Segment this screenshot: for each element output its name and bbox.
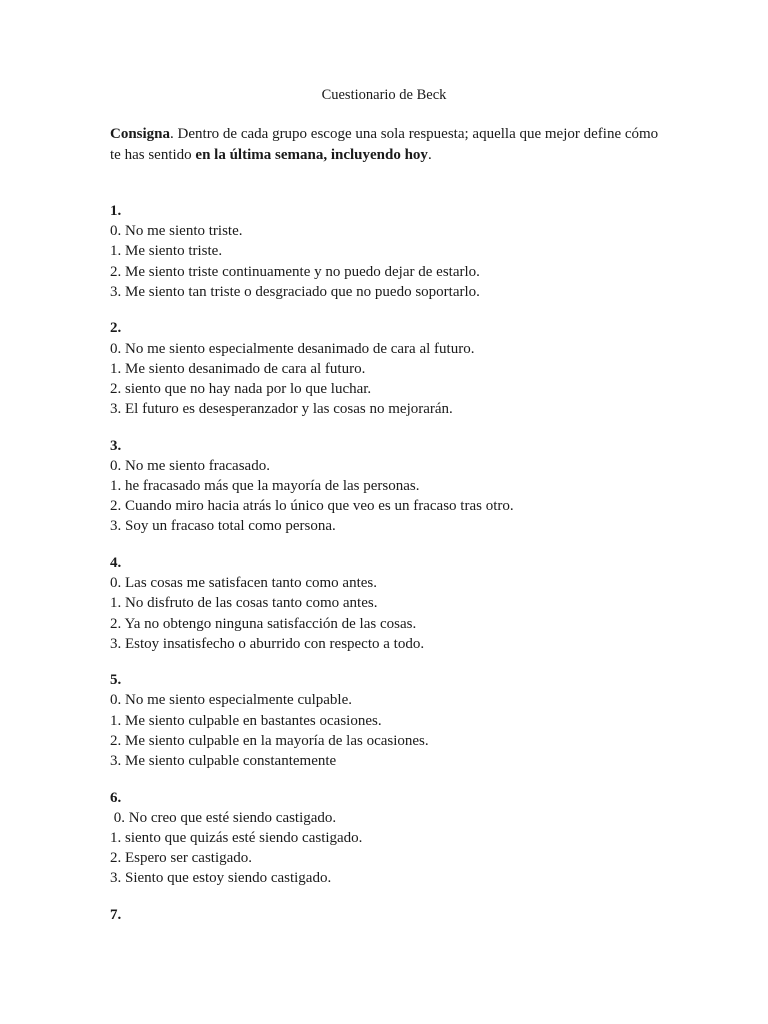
question-option: 3. Me siento culpable constantemente xyxy=(110,753,337,770)
question-option: 2. siento que no hay nada por lo que luchar. xyxy=(110,380,372,397)
question-5 xyxy=(110,670,710,771)
question-option: 0. No me siento fracasado. xyxy=(110,457,270,474)
question-option: 3. El futuro es desesperanzador y las cosas no mejorarán. xyxy=(110,401,453,418)
instructions-emphasis: en la última semana, incluyendo hoy xyxy=(195,147,428,163)
question-option: 0. No me siento triste. xyxy=(110,223,243,240)
instructions-end: . xyxy=(427,147,432,163)
document-title: Cuestionario de Beck xyxy=(321,87,447,103)
question-1 xyxy=(110,201,710,302)
question-option: 1. he fracasado más que la mayoría de las personas. xyxy=(110,478,420,495)
question-option: 3. Me siento tan triste o desgraciado que no puedo soportarlo. xyxy=(110,283,480,300)
instructions-lead: Consigna xyxy=(110,126,171,142)
question-option: 2. Me siento triste continuamente y no puedo dejar de estarlo. xyxy=(110,263,480,280)
question-option: 0. No creo que esté siendo castigado. xyxy=(110,809,337,826)
question-number: 5. xyxy=(110,672,122,689)
question-number: 2. xyxy=(110,320,122,337)
question-number: 7. xyxy=(110,906,122,923)
question-option: 2. Ya no obtengo ninguna satisfacción de las cosas. xyxy=(110,615,417,632)
question-number: 3. xyxy=(110,437,122,454)
questions-list xyxy=(110,201,710,941)
question-option: 2. Cuando miro hacia atrás lo único que veo es un fracaso tras otro. xyxy=(110,498,514,515)
question-number: 6. xyxy=(110,789,122,806)
instructions-paragraph xyxy=(110,124,670,166)
question-option: 3. Siento que estoy siendo castigado. xyxy=(110,870,332,887)
instructions-text: . Dentro de cada grupo escoge una sola respuesta; aquella que mejor define cómo te has sentido xyxy=(110,126,659,163)
question-option: 0. Las cosas me satisfacen tanto como antes. xyxy=(110,575,377,592)
question-option: 3. Soy un fracaso total como persona. xyxy=(110,518,336,535)
question-2 xyxy=(110,318,710,419)
question-option: 0. No me siento especialmente desanimado de cara al futuro. xyxy=(110,340,475,357)
question-option: 2. Me siento culpable en la mayoría de las ocasiones. xyxy=(110,732,429,749)
question-option: 1. Me siento culpable en bastantes ocasiones. xyxy=(110,712,382,729)
question-option: 1. Me siento desanimado de cara al futuro. xyxy=(110,360,366,377)
question-7 xyxy=(110,905,710,925)
question-option: 2. Espero ser castigado. xyxy=(110,850,253,867)
question-3 xyxy=(110,436,710,537)
question-6 xyxy=(110,788,710,889)
question-option: 0. No me siento especialmente culpable. xyxy=(110,692,352,709)
question-option: 3. Estoy insatisfecho o aburrido con respecto a todo. xyxy=(110,635,425,652)
question-number: 1. xyxy=(110,203,122,219)
question-option: 1. siento que quizás esté siendo castigado. xyxy=(110,829,363,846)
question-option: 1. No disfruto de las cosas tanto como antes. xyxy=(110,595,378,612)
question-number: 4. xyxy=(110,554,122,571)
question-option: 1. Me siento triste. xyxy=(110,243,223,260)
question-4 xyxy=(110,553,710,654)
